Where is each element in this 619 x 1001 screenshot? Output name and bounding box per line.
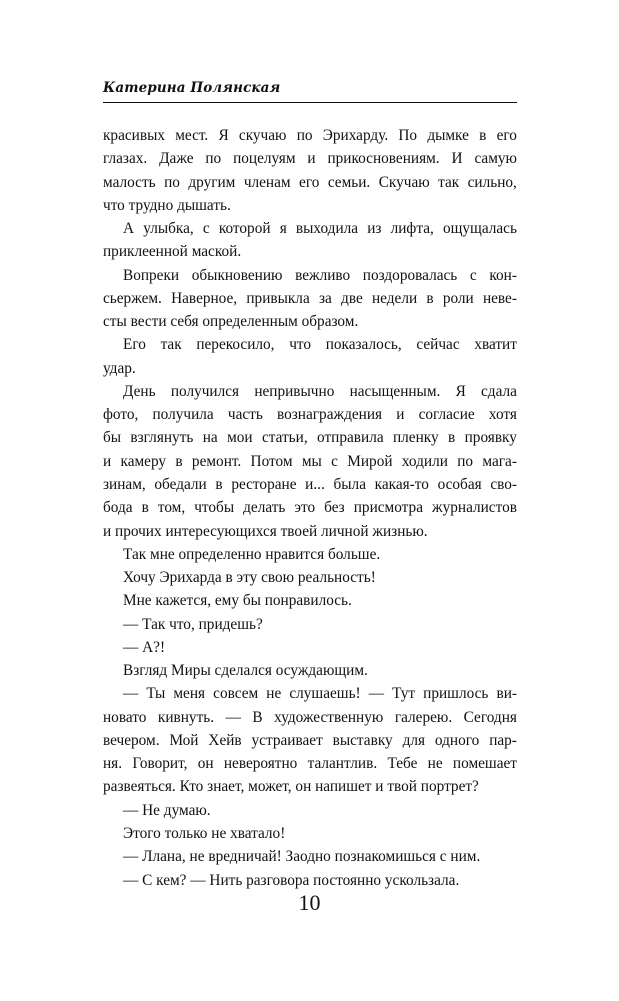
text-line: ня. Говорит, он невероятно талантлив. Тебе не помешает (103, 755, 517, 773)
header-rule (103, 102, 517, 103)
text-line: А улыбка, с которой я выходила из лифта, ощущалась (123, 220, 517, 238)
text-line: День получился непривычно насыщенным. Я сдала (123, 382, 517, 400)
running-header-author: Катерина Полянская (103, 80, 281, 96)
text-line: сты вести себя определенным образом. (103, 313, 359, 331)
text-line: Так мне определенно нравится больше. (123, 545, 381, 563)
text-line: — С кем? — Нить разговора постоянно ускользала. (123, 871, 460, 889)
text-line: зинам, обедали в ресторане и... была какая-то особая сво- (103, 475, 517, 493)
text-line: приклеенной маской. (103, 243, 242, 261)
text-line: новато кивнуть. — В художественную галерею. Сегодня (103, 708, 517, 726)
text-line: развеяться. Кто знает, может, он напишет и твой портрет? (103, 778, 479, 796)
text-line: красивых мест. Я скучаю по Эрихарду. По дымке в его (103, 127, 517, 144)
text-line: фото, получила часть вознаграждения и согласие хотя (103, 406, 517, 424)
text-line: — А?! (123, 638, 166, 656)
body-text (103, 124, 517, 892)
text-line: — Не думаю. (123, 801, 211, 819)
text-line: вечером. Мой Хейв устраивает выставку для одного пар- (103, 731, 517, 749)
text-line: и прочих интересующихся твоей личной жизнью. (103, 522, 428, 540)
text-line: Его так перекосило, что показалось, сейчас хватит (123, 336, 517, 354)
text-line: Взгляд Миры сделался осуждающим. (123, 662, 368, 680)
text-line: удар. (103, 359, 136, 377)
text-line: — Ты меня совсем не слушаешь! — Тут пришлось ви- (123, 685, 517, 703)
text-line: Этого только не хватало! (123, 824, 286, 842)
text-line: глазах. Даже по поцелуям и прикосновениям. И самую (103, 150, 517, 168)
text-line: — Ллана, не вредничай! Заодно познакомишься с ним. (123, 848, 481, 866)
text-line: Вопреки обыкновению вежливо поздоровалась с кон- (123, 266, 517, 284)
text-line: бода в том, чтобы делать это без присмотра журналистов (103, 499, 517, 517)
text-line: что трудно дышать. (103, 196, 231, 214)
page-number: 10 (298, 890, 321, 915)
text-line: и камеру в ремонт. Потом мы с Мирой ходили по мага- (103, 452, 517, 470)
text-line: Мне кажется, ему бы понравилось. (123, 592, 352, 610)
text-line: Хочу Эрихарда в эту свою реальность! (123, 569, 376, 587)
text-line: — Так что, придешь? (123, 615, 263, 633)
text-line: малость по другим членам его семьи. Скучаю так сильно, (103, 173, 517, 191)
text-line: сьержем. Наверное, привыкла за две недели в роли неве- (103, 289, 517, 307)
text-line: бы взглянуть на мои статьи, отправила пленку в проявку (103, 429, 517, 447)
